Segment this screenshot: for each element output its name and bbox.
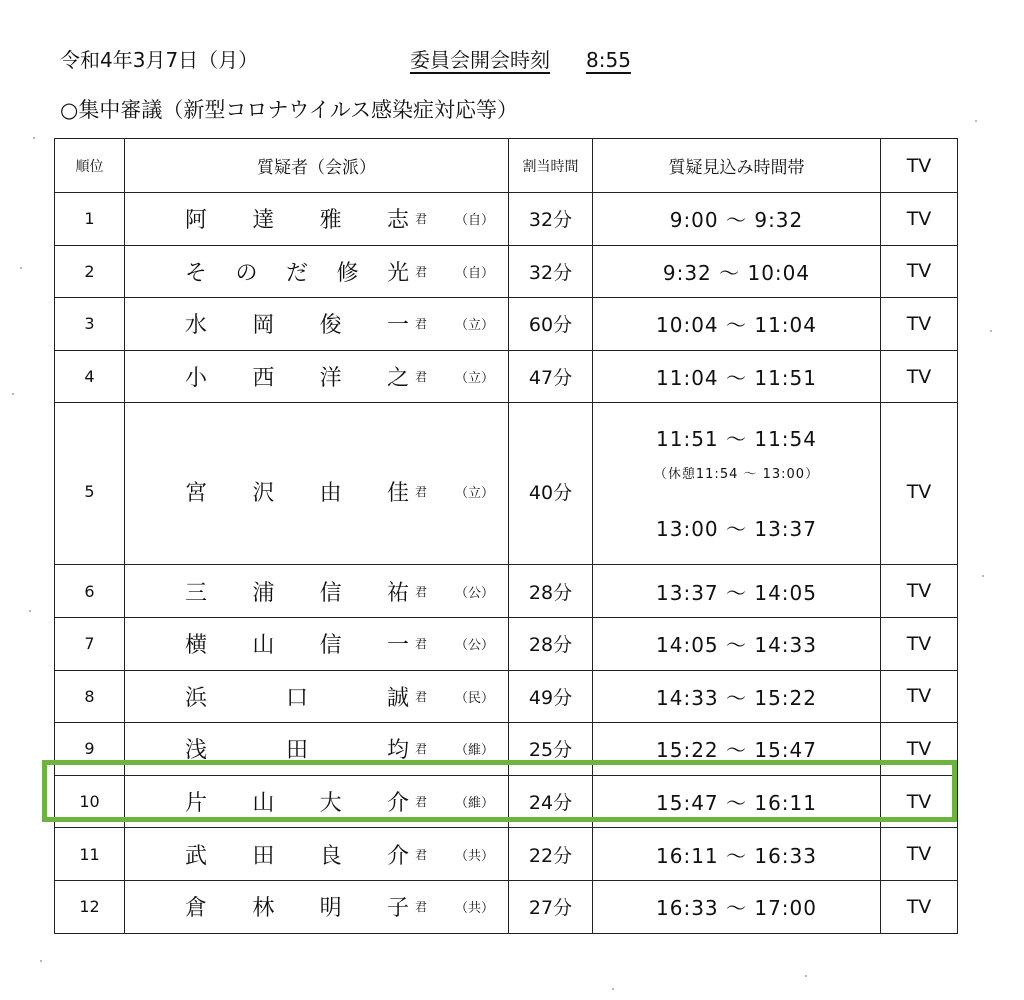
slot-cell xyxy=(593,193,881,246)
rank-cell: 8 xyxy=(55,670,125,723)
questioner-name xyxy=(185,476,409,507)
questioner-name xyxy=(185,576,409,607)
slot-time: 15:22 ～ 15:47 xyxy=(656,738,817,763)
allotted-cell: 28分 xyxy=(509,565,593,618)
table-row xyxy=(55,350,958,403)
rank-cell: 9 xyxy=(55,723,125,776)
name-char: 口 xyxy=(285,685,308,711)
tv-cell: TV xyxy=(881,403,958,565)
name-char: 達 xyxy=(252,208,275,234)
table-row xyxy=(55,617,958,670)
questioner-name xyxy=(185,681,409,712)
honorific: 君 xyxy=(414,847,427,862)
tv-cell: TV xyxy=(881,350,958,403)
slot-time: 10:04 ～ 11:04 xyxy=(656,313,817,338)
slot-cell xyxy=(593,880,881,933)
slot-cell xyxy=(593,403,881,565)
honorific: 君 xyxy=(414,485,427,500)
questioner-name xyxy=(185,786,409,817)
name-char: 三 xyxy=(185,580,208,606)
name-char: 之 xyxy=(386,366,409,392)
allotted-cell: 28分 xyxy=(509,617,593,670)
questioner-cell xyxy=(125,245,509,298)
slot-time: 14:33 ～ 15:22 xyxy=(656,685,817,710)
name-char: の xyxy=(235,260,258,286)
allotted-cell: 40分 xyxy=(509,403,593,565)
table-row xyxy=(55,245,958,298)
allotted-cell: 25分 xyxy=(509,723,593,776)
meeting-start-time xyxy=(410,44,631,73)
name-char: 浅 xyxy=(185,738,208,764)
header-questioner: 質疑者（会派） xyxy=(125,139,509,193)
questioner-name xyxy=(185,891,409,922)
rank-cell: 1 xyxy=(55,193,125,246)
tv-cell: TV xyxy=(881,193,958,246)
slot-time: 14:05 ～ 14:33 xyxy=(656,633,817,658)
questioner-cell xyxy=(125,350,509,403)
rank-cell: 4 xyxy=(55,350,125,403)
rank-cell: 6 xyxy=(55,565,125,618)
name-char: 修 xyxy=(336,260,359,286)
name-char: 大 xyxy=(319,791,342,817)
slot-time: 15:47 ～ 16:11 xyxy=(656,791,817,816)
allotted-cell: 47分 xyxy=(509,350,593,403)
honorific: 君 xyxy=(414,370,427,385)
questioner-cell xyxy=(125,723,509,776)
tv-cell: TV xyxy=(881,828,958,881)
name-char: 良 xyxy=(319,843,342,869)
rank-cell: 2 xyxy=(55,245,125,298)
meeting-start-value: 8:55 xyxy=(586,48,631,72)
name-char: 田 xyxy=(252,843,275,869)
honorific: 君 xyxy=(414,900,427,915)
name-char: 浦 xyxy=(252,580,275,606)
slot-cell xyxy=(593,828,881,881)
header-allotted: 割当時間 xyxy=(509,139,593,193)
slot-cell xyxy=(593,775,881,828)
slot-cell xyxy=(593,298,881,351)
name-char: だ xyxy=(285,260,308,286)
header-tv: TV xyxy=(881,139,958,193)
table-row xyxy=(55,723,958,776)
table-row xyxy=(55,775,958,828)
tv-cell: TV xyxy=(881,298,958,351)
slot-with-break xyxy=(593,407,880,561)
questioner-name xyxy=(185,839,409,870)
slot-time-2: 13:00 ～ 13:37 xyxy=(656,516,817,541)
slot-time: 16:33 ～ 17:00 xyxy=(656,896,817,921)
questioner-cell xyxy=(125,193,509,246)
table-header-row xyxy=(55,139,958,193)
header-rank: 順位 xyxy=(55,139,125,193)
name-char: 横 xyxy=(185,633,208,659)
name-char: そ xyxy=(185,260,208,286)
questioner-cell xyxy=(125,775,509,828)
tv-cell: TV xyxy=(881,775,958,828)
name-char: 祐 xyxy=(386,580,409,606)
honorific: 君 xyxy=(414,584,427,599)
party-label: （共） xyxy=(454,901,494,917)
questioner-name xyxy=(185,361,409,392)
name-char: 西 xyxy=(252,366,275,392)
tv-cell: TV xyxy=(881,880,958,933)
name-char: 山 xyxy=(252,633,275,659)
name-char: 阿 xyxy=(185,208,208,234)
rank-cell: 7 xyxy=(55,617,125,670)
name-char: 武 xyxy=(185,843,208,869)
table-row xyxy=(55,403,958,565)
party-label: （立） xyxy=(454,486,494,502)
header-slot: 質疑見込み時間帯 xyxy=(593,139,881,193)
tv-cell: TV xyxy=(881,245,958,298)
name-char: 誠 xyxy=(386,685,409,711)
allotted-cell: 22分 xyxy=(509,828,593,881)
honorific: 君 xyxy=(414,317,427,332)
allotted-cell: 49分 xyxy=(509,670,593,723)
party-label: （維） xyxy=(454,796,494,812)
party-label: （共） xyxy=(454,848,494,864)
questioner-cell xyxy=(125,828,509,881)
name-char: 佳 xyxy=(386,481,409,507)
name-char: 信 xyxy=(319,633,342,659)
tv-cell: TV xyxy=(881,723,958,776)
slot-cell xyxy=(593,617,881,670)
name-char: 洋 xyxy=(319,366,342,392)
questioner-name xyxy=(185,308,409,339)
slot-time: 13:37 ～ 14:05 xyxy=(656,580,817,605)
rank-cell: 12 xyxy=(55,880,125,933)
rank-cell: 5 xyxy=(55,403,125,565)
slot-time: 16:11 ～ 16:33 xyxy=(656,843,817,868)
name-char: 浜 xyxy=(185,685,208,711)
rank-cell: 3 xyxy=(55,298,125,351)
break-time: （休憩11:54 ～ 13:00） xyxy=(653,466,820,482)
honorific: 君 xyxy=(414,637,427,652)
table-row xyxy=(55,298,958,351)
name-char: 岡 xyxy=(252,313,275,339)
honorific: 君 xyxy=(414,742,427,757)
name-char: 沢 xyxy=(252,481,275,507)
name-char: 介 xyxy=(386,843,409,869)
questioner-name xyxy=(185,256,409,287)
name-char: 明 xyxy=(319,896,342,922)
schedule-table xyxy=(54,138,958,934)
tv-cell: TV xyxy=(881,565,958,618)
allotted-cell: 60分 xyxy=(509,298,593,351)
table-row xyxy=(55,880,958,933)
party-label: （公） xyxy=(454,638,494,654)
name-char: 均 xyxy=(386,738,409,764)
name-char: 雅 xyxy=(319,208,342,234)
name-char: 林 xyxy=(252,896,275,922)
tv-cell: TV xyxy=(881,617,958,670)
name-char: 山 xyxy=(252,791,275,817)
table-row xyxy=(55,828,958,881)
name-char: 志 xyxy=(386,208,409,234)
slot-cell xyxy=(593,245,881,298)
questioner-name xyxy=(185,203,409,234)
name-char: 宮 xyxy=(185,481,208,507)
table-row xyxy=(55,193,958,246)
questioner-name xyxy=(185,733,409,764)
table-row xyxy=(55,565,958,618)
allotted-cell: 32分 xyxy=(509,245,593,298)
session-subtitle: ○集中審議（新型コロナウイルス感染症対応等） xyxy=(60,98,519,122)
questioner-cell xyxy=(125,403,509,565)
party-label: （立） xyxy=(454,371,494,387)
tv-cell: TV xyxy=(881,670,958,723)
honorific: 君 xyxy=(414,689,427,704)
party-label: （民） xyxy=(454,690,494,706)
name-char: 俊 xyxy=(319,313,342,339)
name-char: 小 xyxy=(185,366,208,392)
slot-cell xyxy=(593,670,881,723)
allotted-cell: 27分 xyxy=(509,880,593,933)
slot-time: 11:51 ～ 11:54 xyxy=(656,426,817,451)
meeting-start-label: 委員会開会時刻 xyxy=(410,48,550,72)
slot-time: 9:32 ～ 10:04 xyxy=(662,260,811,285)
table-row xyxy=(55,670,958,723)
questioner-cell xyxy=(125,565,509,618)
slot-time: 11:04 ～ 11:51 xyxy=(656,366,817,391)
name-char: 倉 xyxy=(185,896,208,922)
name-char: 光 xyxy=(386,260,409,286)
party-label: （自） xyxy=(454,265,494,281)
questioner-cell xyxy=(125,617,509,670)
honorific: 君 xyxy=(414,264,427,279)
honorific: 君 xyxy=(414,795,427,810)
name-char: 介 xyxy=(386,791,409,817)
slot-cell xyxy=(593,350,881,403)
slot-cell xyxy=(593,723,881,776)
name-char: 一 xyxy=(386,633,409,659)
name-char: 田 xyxy=(285,738,308,764)
name-char: 一 xyxy=(386,313,409,339)
party-label: （立） xyxy=(454,318,494,334)
allotted-cell: 32分 xyxy=(509,193,593,246)
honorific: 君 xyxy=(414,212,427,227)
document-date: 令和4年3月7日（月） xyxy=(60,48,259,72)
name-char: 片 xyxy=(185,791,208,817)
name-char: 水 xyxy=(185,313,208,339)
name-char: 信 xyxy=(319,580,342,606)
party-label: （維） xyxy=(454,743,494,759)
allotted-cell: 24分 xyxy=(509,775,593,828)
questioner-cell xyxy=(125,298,509,351)
questioner-name xyxy=(185,628,409,659)
name-char: 子 xyxy=(386,896,409,922)
slot-cell xyxy=(593,565,881,618)
rank-cell: 11 xyxy=(55,828,125,881)
questioner-cell xyxy=(125,880,509,933)
party-label: （自） xyxy=(454,213,494,229)
party-label: （公） xyxy=(454,585,494,601)
rank-cell: 10 xyxy=(55,775,125,828)
name-char: 由 xyxy=(319,481,342,507)
slot-time: 9:00 ～ 9:32 xyxy=(669,208,804,233)
questioner-cell xyxy=(125,670,509,723)
